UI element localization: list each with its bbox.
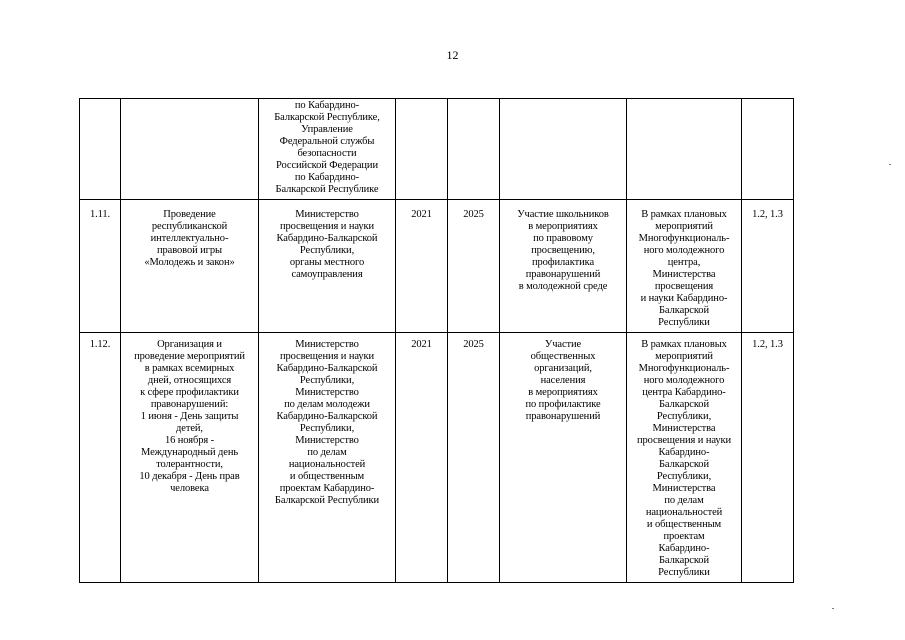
table-row: [80, 333, 794, 583]
start-year-cell: [396, 99, 448, 200]
target-result-cell: [500, 99, 627, 200]
executors-cell: Министерство просвещения и науки Кабардино-Балкарской Республики, органы местного самоуправления: [259, 200, 396, 333]
indicators-cell: 1.2, 1.3: [742, 200, 794, 333]
executors-cell: Министерство просвещения и науки Кабардино-Балкарской Республики, Министерство по делам молодежи Кабардино-Балкарской Республики, Министерство по делам национальностей и общественным проектам Кабардино- Балкарской Республики: [259, 333, 396, 583]
row-number: [80, 99, 121, 200]
start-year-cell: 2021: [396, 333, 448, 583]
scan-speck: [889, 164, 891, 165]
event-cell: Организация и проведение мероприятий в рамках всемирных дней, относящихся к сфере профилактики правонарушений: 1 июня - День защиты детей, 16 ноября - Международный день толерантности, 10 декабря - День прав человека: [121, 333, 259, 583]
funding-cell: [627, 99, 742, 200]
row-number: 1.11.: [80, 200, 121, 333]
table-row: [80, 200, 794, 333]
event-cell: [121, 99, 259, 200]
end-year-cell: [448, 99, 500, 200]
executors-cell: по Кабардино- Балкарской Республике, Управление Федеральной службы безопасности Российской Федерации по Кабардино- Балкарской Республике: [259, 99, 396, 200]
table-row: [80, 99, 794, 200]
start-year-cell: 2021: [396, 200, 448, 333]
funding-cell: В рамках плановых мероприятий Многофункциональ- ного молодежного центра, Министерства просвещения и науки Кабардино- Балкарской Республики: [627, 200, 742, 333]
funding-cell: В рамках плановых мероприятий Многофункциональ- ного молодежного центра Кабардино- Балкарской Республики, Министерства просвещения и науки Кабардино- Балкарской Республики, Министерства по делам национальностей и общественным проектам Кабардино- Балкарской Республики: [627, 333, 742, 583]
event-cell: Проведение республиканской интеллектуально- правовой игры «Молодежь и закон»: [121, 200, 259, 333]
end-year-cell: 2025: [448, 333, 500, 583]
target-result-cell: Участие общественных организаций, населения в мероприятиях по профилактике правонарушений: [500, 333, 627, 583]
page-number: 12: [446, 48, 459, 62]
indicators-cell: 1.2, 1.3: [742, 333, 794, 583]
indicators-cell: [742, 99, 794, 200]
end-year-cell: 2025: [448, 200, 500, 333]
measures-table: [79, 98, 794, 583]
scan-speck: [832, 608, 834, 609]
target-result-cell: Участие школьников в мероприятиях по правовому просвещению, профилактика правонарушений в молодежной среде: [500, 200, 627, 333]
row-number: 1.12.: [80, 333, 121, 583]
